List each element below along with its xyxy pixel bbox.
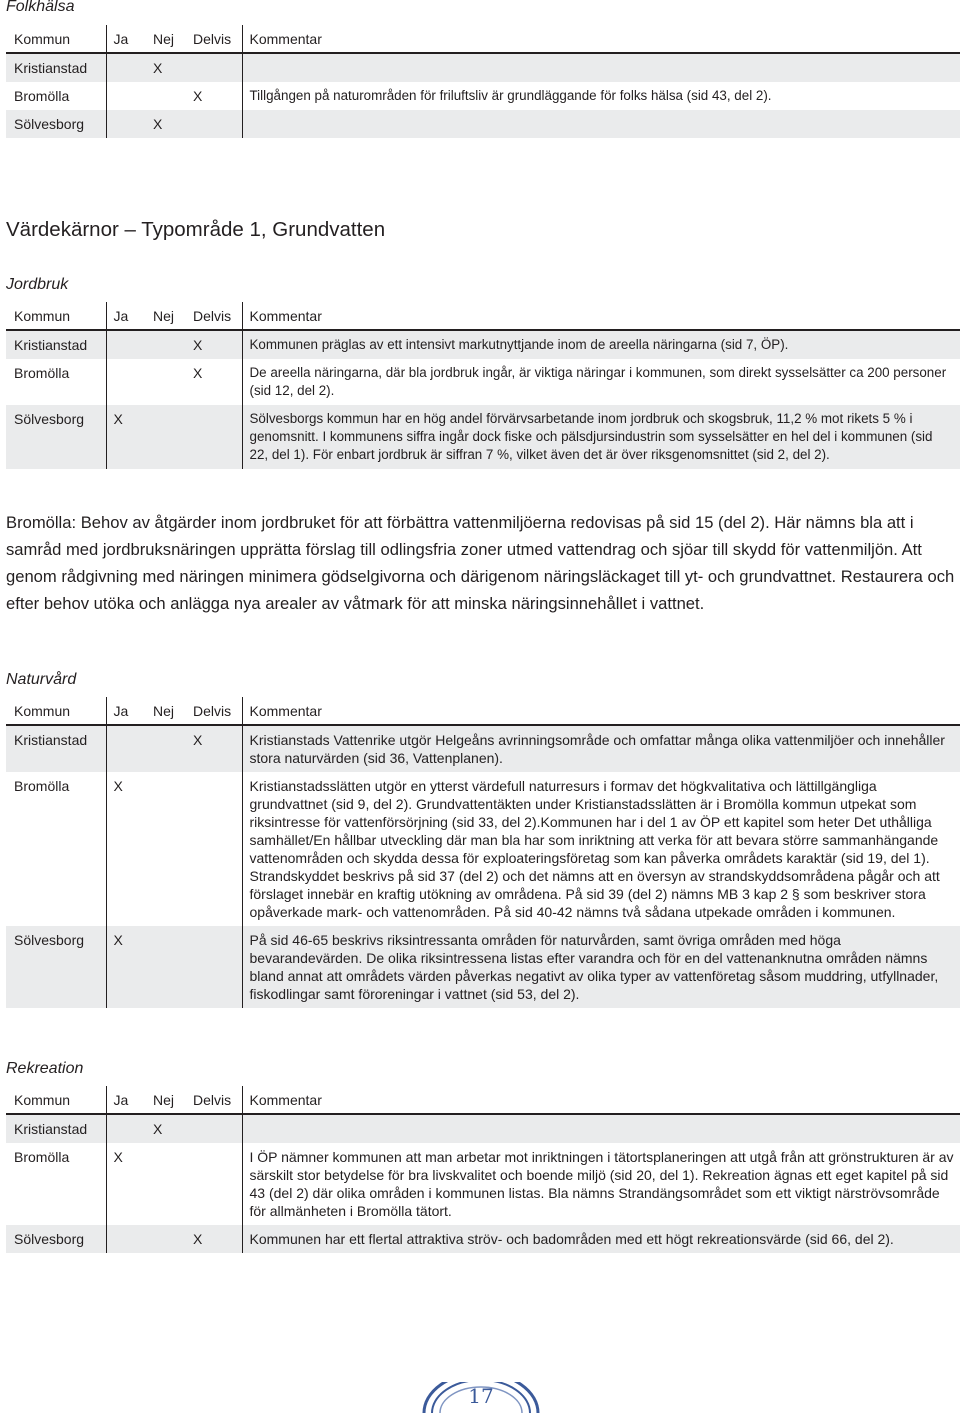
cell-ja xyxy=(106,359,146,405)
cell-ja: X xyxy=(106,926,146,1008)
cell-kommentar: Tillgången på naturområden för friluftsliv är grundläggande för folks hälsa (sid 43, del 2). xyxy=(242,82,960,110)
header-ja: Ja xyxy=(106,25,146,53)
cell-nej: X xyxy=(146,110,186,138)
cell-nej xyxy=(146,405,186,469)
cell-nej xyxy=(146,926,186,1008)
table-row xyxy=(6,926,960,1008)
cell-kommentar: Kristianstads Vattenrike utgör Helgeåns avrinningsområde och omfattar många olika vattenmiljöer och innehåller stora naturvärden (sid 36, Vattenplanen). xyxy=(242,725,960,772)
cell-kommun: Bromölla xyxy=(6,1143,106,1225)
header-delvis: Delvis xyxy=(186,697,242,725)
cell-kommun: Kristianstad xyxy=(6,725,106,772)
header-nej: Nej xyxy=(146,302,186,330)
cell-delvis xyxy=(186,1114,242,1143)
cell-kommun: Kristianstad xyxy=(6,330,106,359)
header-delvis: Delvis xyxy=(186,1086,242,1114)
header-kommentar: Kommentar xyxy=(242,697,960,725)
table-folkhalsa xyxy=(6,25,960,138)
cell-nej xyxy=(146,1143,186,1225)
header-ja: Ja xyxy=(106,302,146,330)
header-ja: Ja xyxy=(106,1086,146,1114)
cell-kommun: Sölvesborg xyxy=(6,405,106,469)
table-header-row xyxy=(6,1086,960,1114)
cell-nej xyxy=(146,772,186,926)
cell-nej xyxy=(146,359,186,405)
cell-delvis: X xyxy=(186,1225,242,1253)
cell-delvis: X xyxy=(186,359,242,405)
bromolla-paragraph: Bromölla: Behov av åtgärder inom jordbruket för att förbättra vattenmiljöerna redovisas på sid 15 (del 2). Här nämns bla att i samråd med jordbruksnäringen upprätta förslag till odlingsfria zoner utmed vattendrag och sjöar till skydd för vattenmiljön. Att genom rådgivning med näringen minimera gödselgivorna och därigenom näringsläckaget till yt- och grundvattnet. Restaurera och efter behov utöka och anlägga nya arealer av våtmark för att minska näringsinnehållet i vattnet. xyxy=(6,513,955,613)
cell-kommentar: Kommunen präglas av ett intensivt markutnyttjande inom de areella näringarna (sid 7, ÖP). xyxy=(242,330,960,359)
cell-nej: X xyxy=(146,53,186,82)
header-nej: Nej xyxy=(146,697,186,725)
main-heading: Värdekärnor – Typområde 1, Grundvatten xyxy=(6,218,386,241)
table-row xyxy=(6,725,960,772)
cell-delvis: X xyxy=(186,725,242,772)
header-kommun: Kommun xyxy=(6,1086,106,1114)
header-kommentar: Kommentar xyxy=(242,302,960,330)
table-row xyxy=(6,53,960,82)
cell-nej xyxy=(146,330,186,359)
section-title-naturvard: Naturvård xyxy=(6,671,77,688)
header-ja: Ja xyxy=(106,697,146,725)
header-nej: Nej xyxy=(146,1086,186,1114)
cell-ja xyxy=(106,1225,146,1253)
cell-nej xyxy=(146,725,186,772)
table-row xyxy=(6,82,960,110)
cell-kommentar: Sölvesborgs kommun har en hög andel förvärvsarbetande inom jordbruk och skogsbruk, 11,2 % mot rikets 5 % i genomsnitt. I kommunens siffra ingår dock fiske och pälsdjursindustrin som sysselsätter en hel del i kommunen (sid 22, del 1). För enbart jordbruk är siffran 7 %, vilket även det är över riksgenomsnittet (sid 2, del 2). xyxy=(242,405,960,469)
cell-kommun: Sölvesborg xyxy=(6,926,106,1008)
cell-ja xyxy=(106,110,146,138)
cell-nej: X xyxy=(146,1114,186,1143)
table-row xyxy=(6,110,960,138)
cell-delvis xyxy=(186,1143,242,1225)
cell-kommentar: På sid 46-65 beskrivs riksintressanta områden för naturvården, samt övriga områden med höga bevarandevärden. De olika riksintressena listas efter varandra och för en del vattenanknutna områden nämns bland annat att områdets värden påverkas negativt av olika typer av vattenföretag såsom muddring, utfyllnader, fiskodlingar samt föroreningar i vattnet (sid 53, del 2). xyxy=(242,926,960,1008)
header-kommentar: Kommentar xyxy=(242,25,960,53)
header-kommun: Kommun xyxy=(6,302,106,330)
page-number: 17 xyxy=(468,1384,494,1408)
cell-delvis xyxy=(186,405,242,469)
header-kommun: Kommun xyxy=(6,25,106,53)
cell-kommentar xyxy=(242,1114,960,1143)
cell-kommentar xyxy=(242,53,960,82)
table-row xyxy=(6,405,960,469)
cell-ja: X xyxy=(106,1143,146,1225)
cell-ja xyxy=(106,82,146,110)
section-title-folkhalsa: Folkhälsa xyxy=(6,0,75,15)
cell-kommentar: Kristianstadsslätten utgör en ytterst värdefull naturresurs i formav det högkvalitativa och lättillgängliga grundvattnet (sid 9, del 2). Grundvattentäkten under Kristianstadsslätten är i Bromölla kommun utpekat som riksintresse för vattenförsörjning (sid 33, del 2).Kommunen har i del 1 av ÖP ett kapitel som heter Det uthålliga samhället/En hållbar utveckling där man bla har som inriktning att verka för att bevara större sammanhängande vattenområden och skydda dessa för exploateringsföretag som kan påverka områdets karaktär (sid 19, del 1). Strandskyddet beskrivs på sid 37 (del 2) och det nämns att en översyn av strandskyddsområdena pågår och att förslaget innebär en kraftig utökning av områdena. På sid 39 (del 2) nämns MB 3 kap 2 § som beskriver stora opåverkade mark- och vattenområden. På sid 40-42 nämns två sådana utpekade områden i kommunen. xyxy=(242,772,960,926)
table-row xyxy=(6,1225,960,1253)
cell-kommun: Bromölla xyxy=(6,359,106,405)
cell-kommun: Kristianstad xyxy=(6,1114,106,1143)
table-header-row xyxy=(6,697,960,725)
cell-delvis xyxy=(186,772,242,926)
cell-kommentar: Kommunen har ett flertal attraktiva ströv- och badområden med ett högt rekreationsvärde (sid 66, del 2). xyxy=(242,1225,960,1253)
cell-kommentar: De areella näringarna, där bla jordbruk ingår, är viktiga näringar i kommunen, som direkt sysselsätter ca 200 personer (sid 12, del 2). xyxy=(242,359,960,405)
table-header-row xyxy=(6,25,960,53)
cell-ja: X xyxy=(106,405,146,469)
section-title-rekreation: Rekreation xyxy=(6,1060,84,1077)
cell-delvis xyxy=(186,926,242,1008)
table-header-row xyxy=(6,302,960,330)
table-row xyxy=(6,1114,960,1143)
table-row xyxy=(6,1143,960,1225)
cell-kommun: Kristianstad xyxy=(6,53,106,82)
table-row xyxy=(6,359,960,405)
table-row xyxy=(6,330,960,359)
header-kommun: Kommun xyxy=(6,697,106,725)
table-rekreation xyxy=(6,1086,960,1253)
page-number-badge xyxy=(422,1382,540,1413)
table-naturvard xyxy=(6,697,960,1008)
cell-kommun: Bromölla xyxy=(6,82,106,110)
cell-ja xyxy=(106,725,146,772)
table-jordbruk xyxy=(6,302,960,469)
cell-kommun: Sölvesborg xyxy=(6,110,106,138)
header-delvis: Delvis xyxy=(186,302,242,330)
cell-kommentar xyxy=(242,110,960,138)
cell-delvis xyxy=(186,110,242,138)
header-delvis: Delvis xyxy=(186,25,242,53)
table-row xyxy=(6,772,960,926)
header-kommentar: Kommentar xyxy=(242,1086,960,1114)
section-title-jordbruk: Jordbruk xyxy=(6,276,69,293)
cell-kommun: Sölvesborg xyxy=(6,1225,106,1253)
cell-ja xyxy=(106,330,146,359)
cell-delvis: X xyxy=(186,330,242,359)
cell-ja xyxy=(106,1114,146,1143)
cell-delvis xyxy=(186,53,242,82)
cell-nej xyxy=(146,1225,186,1253)
cell-ja xyxy=(106,53,146,82)
header-nej: Nej xyxy=(146,25,186,53)
cell-delvis: X xyxy=(186,82,242,110)
cell-kommun: Bromölla xyxy=(6,772,106,926)
cell-kommentar: I ÖP nämner kommunen att man arbetar mot inriktningen i tätortsplaneringen att utgå från att grönstrukturen är av särskilt stor betydelse för bra livskvalitet och boende miljö (sid 20, del 1). Rekreation ägnas ett eget kapitel på sid 43 (del 2) där olika områden i kommunen listas. Bla nämns Strandängsområdet som ett viktigt närströvsområde för allmänheten i Bromölla tätort. xyxy=(242,1143,960,1225)
cell-ja: X xyxy=(106,772,146,926)
cell-nej xyxy=(146,82,186,110)
